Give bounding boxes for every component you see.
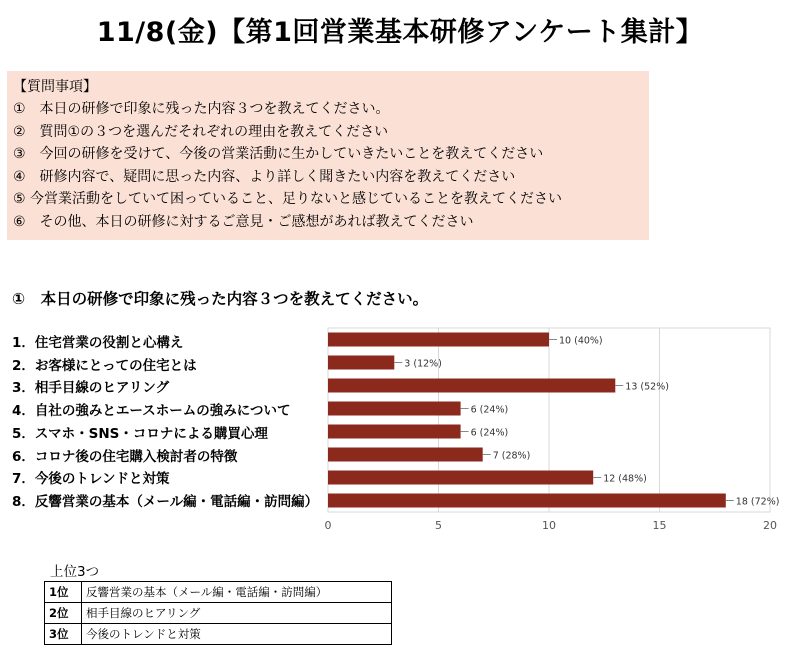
question-item: ① 本日の研修で印象に残った内容３つを教えてください。 (13, 101, 390, 117)
section-title: ① 本日の研修で印象に残った内容３つを教えてください。 (12, 290, 429, 308)
question-item: ⑥ その他、本日の研修に対するご意見・ご感想があれば教えてください (13, 213, 474, 230)
question-item: ⑤ 今営業活動をしていて困っていること、足りないと感じていることを教えてください (13, 191, 562, 207)
bar (328, 448, 483, 462)
table-row (45, 582, 392, 603)
bar (328, 402, 461, 416)
rank-label-cell: 相手目線のヒアリング (82, 603, 392, 624)
data-label: 6 (24%) (470, 404, 509, 416)
bar-chart (322, 322, 792, 537)
x-tick-label: 20 (763, 519, 777, 532)
category-label: 1．住宅営業の役割と心構え (12, 335, 184, 351)
bar (328, 471, 593, 485)
data-label: 10 (40%) (559, 335, 603, 347)
category-label: 7．今後のトレンドと対策 (12, 471, 170, 487)
top3-caption: 上位3つ (50, 564, 100, 580)
question-item: ② 質問①の３つを選んだそれぞれの理由を教えてください (13, 123, 389, 140)
x-tick-label: 0 (324, 519, 332, 532)
data-label: 3 (12%) (404, 358, 442, 370)
category-label: 4．自社の強みとエースホームの強みについて (12, 403, 291, 419)
rank-cell: 3位 (45, 624, 82, 645)
data-label: 12 (48%) (603, 473, 647, 485)
category-label: 2．お客様にとっての住宅とは (12, 358, 197, 374)
category-label: 3．相手目線のヒアリング (12, 380, 170, 396)
table-row (45, 624, 392, 645)
rank-label-cell: 今後のトレンドと対策 (82, 624, 392, 645)
data-label: 6 (24%) (470, 427, 509, 439)
question-item: ③ 今回の研修を受けて、今後の営業活動に生かしていきたいことを教えてください (13, 146, 544, 162)
x-tick-label: 15 (652, 519, 667, 532)
page-title: 11/8(金)【第1回営業基本研修アンケート集計】 (96, 17, 704, 48)
rank-cell: 1位 (45, 582, 82, 603)
bar (328, 494, 726, 508)
category-label: 8．反響営業の基本（メール編・電話編・訪問編） (12, 494, 319, 510)
questions-heading: 【質問事項】 (13, 79, 97, 95)
questions-box (7, 71, 649, 240)
table-row (45, 603, 392, 624)
bar (328, 379, 615, 393)
question-item: ④ 研修内容で、疑問に思った内容、より詳しく聞きたい内容を教えてください (13, 168, 516, 185)
rank-cell: 2位 (45, 603, 82, 624)
data-label: 7 (28%) (492, 450, 531, 462)
data-label: 13 (52%) (625, 381, 669, 393)
bar (328, 333, 549, 347)
rank-label-cell: 反響営業の基本（メール編・電話編・訪問編） (82, 582, 392, 603)
category-label: 6．コロナ後の住宅購入検討者の特徴 (12, 449, 238, 465)
bar (328, 356, 394, 370)
top3-table (44, 581, 392, 645)
bar (328, 425, 461, 439)
category-label: 5．スマホ・SNS・コロナによる購買心理 (12, 426, 268, 442)
x-tick-label: 5 (435, 519, 442, 532)
data-label: 18 (72%) (735, 496, 780, 508)
x-tick-label: 10 (542, 519, 556, 532)
